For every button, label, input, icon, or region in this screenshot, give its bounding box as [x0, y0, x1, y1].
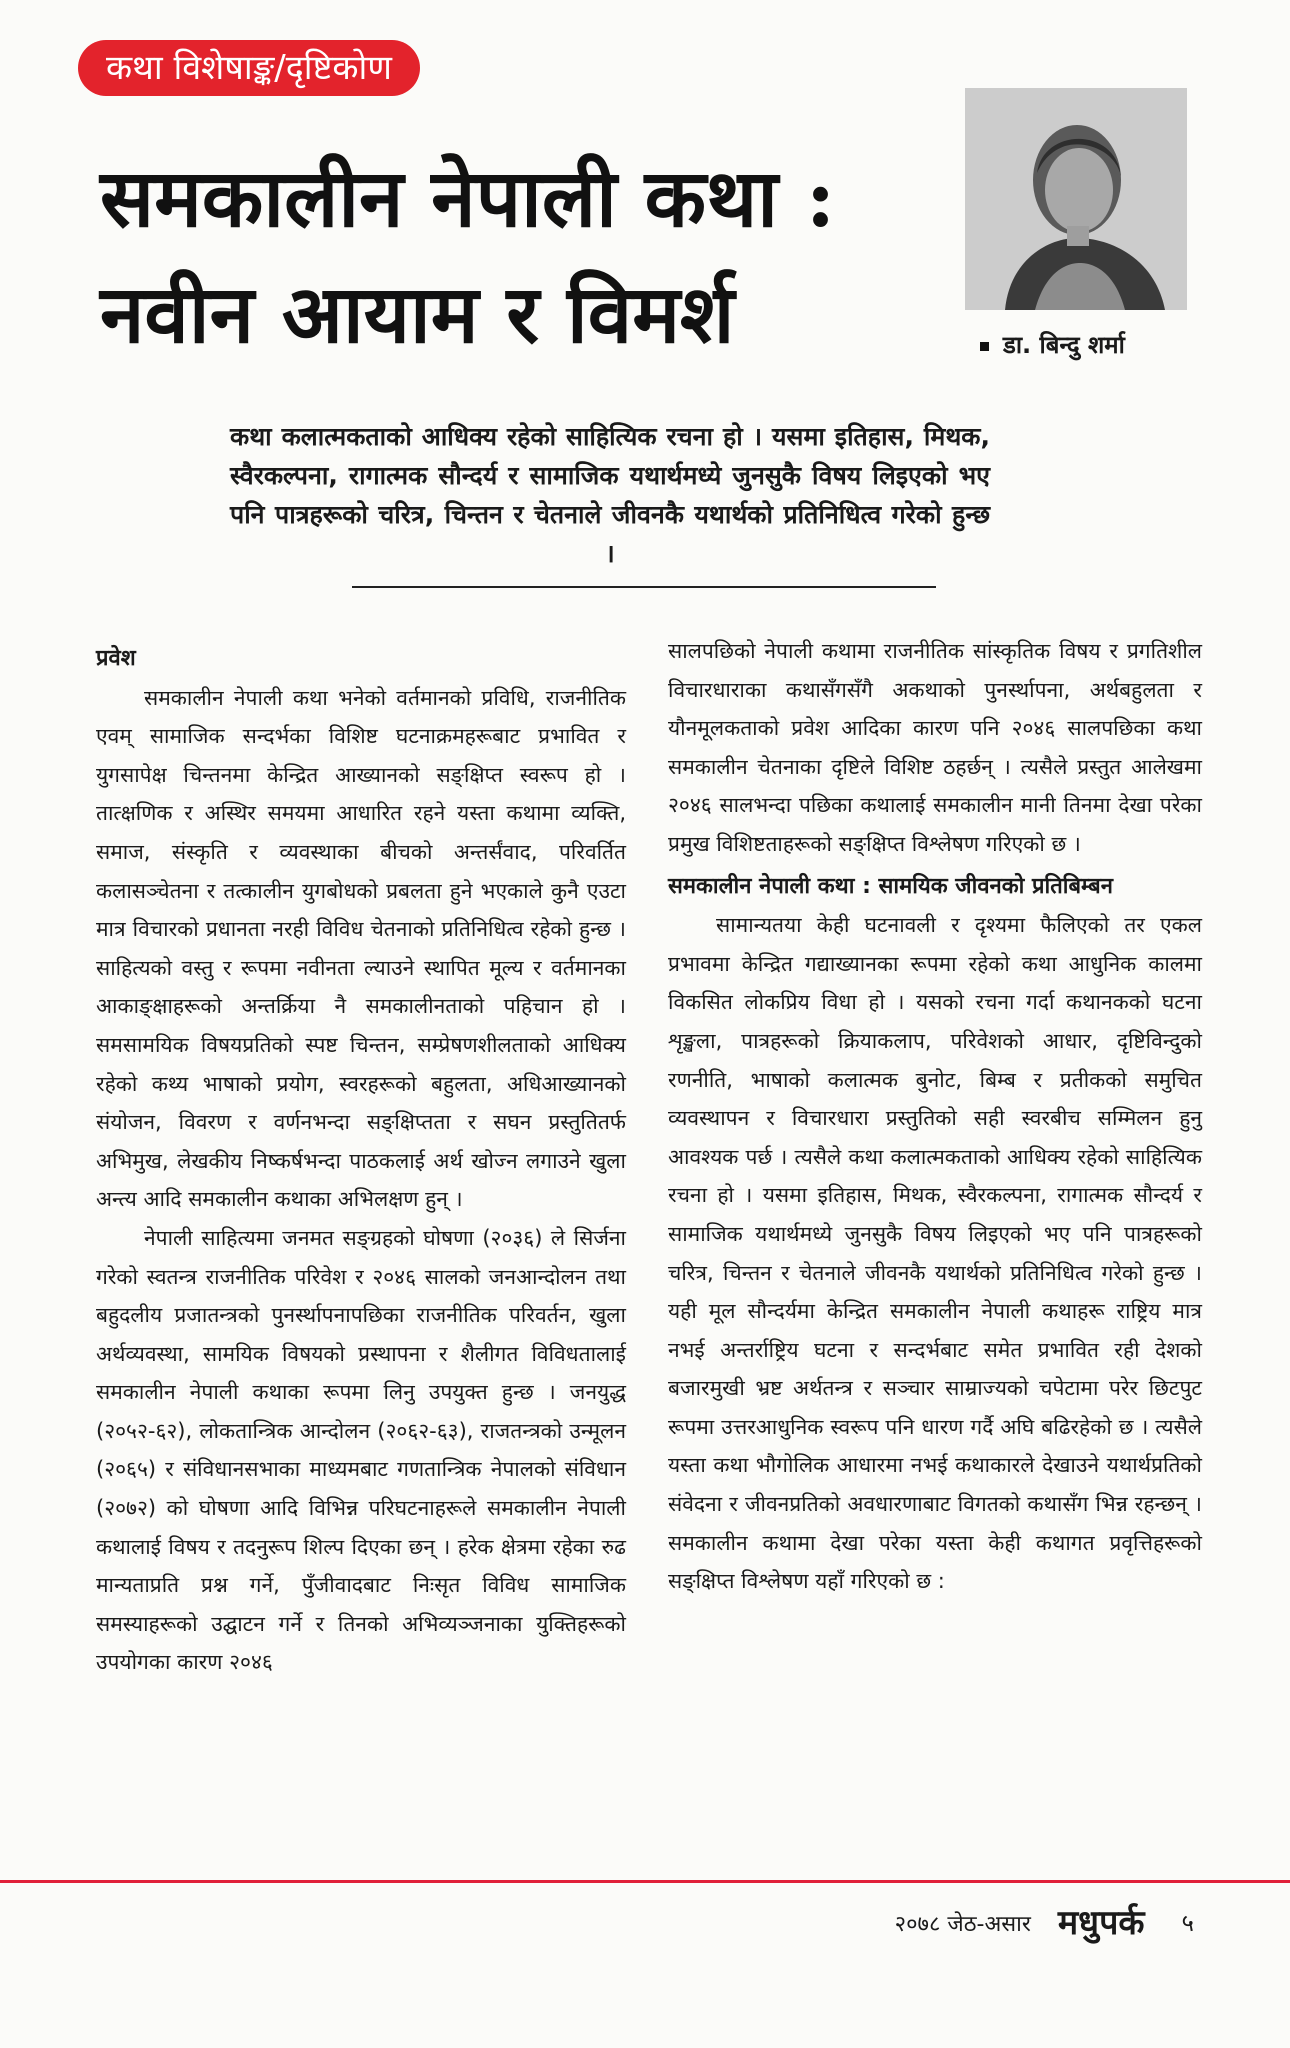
paragraph: समकालीन नेपाली कथा भनेको वर्तमानको प्रविधि, राजनीतिक एवम् सामाजिक सन्दर्भका विशिष्ट घटनाक्रमहरूबाट प्रभावित र युगसापेक्ष चिन्तनमा केन्द्रित आख्यानको सङ्क्षिप्त स्वरूप हो । तात्क्षणिक र अस्थिर समयमा आधारित रहने यस्ता कथामा व्यक्ति, समाज, संस्कृति र व्यवस्थाका बीचको अन्तर्संवाद, परिवर्तित कलासञ्चेतना र तत्कालीन युगबोधको प्रबलता हुने भएकाले कुनै एउटा मात्र विचारको प्रधानता नरही विविध चेतनाको प्रतिनिधित्व रहेको हुन्छ । साहित्यको वस्तु र रूपमा नवीनता ल्याउने स्थापित मूल्य र वर्तमानका आकाङ्क्षाहरूको अन्तर्क्रिया नै समकालीनताको पहिचान हो । समसामयिक विषयप्रतिको स्पष्ट चिन्तन, सम्प्रेषणशीलताको आधिक्य रहेको कथ्य भाषाको प्रयोग, स्वरहरूको बहुलता, अधिआख्यानको संयोजन, विवरण र वर्णनभन्दा सङ्क्षिप्तता र सघन प्रस्तुतितर्फ अभिमुख, लेखकीय निष्कर्षभन्दा पाठकलाई अर्थ खोज्न लगाउने खुला अन्त्य आदि समकालीन कथाका अभिलक्षण हुन् । — [96, 685, 626, 1212]
author-name: डा. बिन्दु शर्मा — [1003, 331, 1125, 359]
article-lead: कथा कलात्मकताको आधिक्य रहेको साहित्यिक रचना हो । यसमा इतिहास, मिथक, स्वैरकल्पना, रागात्मक सौन्दर्य र सामाजिक यथार्थमध्ये जुनसुकै विषय लिइएको भए पनि पात्रहरूको चरित्र, चिन्तन र चेतनाले जीवनकै यथार्थको प्रतिनिधित्व गरेको हुन्छ । — [230, 422, 990, 568]
author-portrait-image — [965, 88, 1187, 310]
column-left — [96, 640, 626, 1682]
lead-divider — [352, 586, 936, 588]
author-byline — [980, 328, 1125, 361]
page-number: ५ — [1181, 1909, 1194, 1937]
paragraph-continued: सालपछिको नेपाली कथामा राजनीतिक सांस्कृतिक विषय र प्रगतिशील विचारधाराका कथासँगसँगै अकथाको पुनर्स्थापना, अर्थबहुलता र यौनमूलकताको प्रवेश आदिका कारण पनि २०४६ सालपछिका कथा समकालीन चेतनाका दृष्टिले विशिष्ट ठहर्छन् । त्यसैले प्रस्तुत आलेखमा २०४६ सालभन्दा पछिका कथालाई समकालीन मानी तिनमा देखा परेका प्रमुख विशिष्टताहरूको सङ्क्षिप्त विश्लेषण गरिएको छ । — [668, 639, 1202, 856]
page-footer — [895, 1898, 1194, 1944]
issue-date: २०७८ जेठ-असार — [894, 1912, 1031, 1937]
paragraph: नेपाली साहित्यमा जनमत सङ्ग्रहको घोषणा (२०३६) ले सिर्जना गरेको स्वतन्त्र राजनीतिक परिवेश र २०४६ सालको जनआन्दोलन तथा बहुदलीय प्रजातन्त्रको पुनर्स्थापनापछिका राजनीतिक परिवर्तन, खुला अर्थव्यवस्था, सामयिक विषयको प्रस्थापना र शैलीगत विविधतालाई समकालीन नेपाली कथाका रूपमा लिनु उपयुक्त हुन्छ । जनयुद्ध (२०५२-६२), लोकतान्त्रिक आन्दोलन (२०६२-६३), राजतन्त्रको उन्मूलन (२०६५) र संविधानसभाका माध्यमबाट गणतान्त्रिक नेपालको संविधान (२०७२) को घोषणा आदि विभिन्न परिघटनाहरूले समकालीन नेपाली कथालाई विषय र तदनुरूप शिल्प दिएका छन् । हरेक क्षेत्रमा रहेका रुढ मान्यताप्रति प्रश्न गर्ने, पुँजीवादबाट निःसृत विविध सामाजिक समस्याहरूको उद्घाटन गर्ने र तिनको अभिव्यञ्जनाका युक्तिहरूको उपयोगका कारण २०४६ — [96, 1225, 626, 1675]
section-heading-reflection: समकालीन नेपाली कथा : सामयिक जीवनको प्रतिबिम्बन — [668, 873, 1113, 899]
bullet-square-icon — [980, 342, 989, 351]
section-heading-intro: प्रवेश — [96, 646, 136, 671]
article-title-line-1: समकालीन नेपाली कथा : — [100, 151, 836, 245]
column-right — [668, 632, 1202, 1601]
author-photo — [965, 88, 1187, 310]
magazine-name: मधुपर्क — [1057, 1903, 1145, 1943]
paragraph: सामान्यतया केही घटनावली र दृश्यमा फैलिएको तर एकल प्रभावमा केन्द्रित गद्याख्यानका रूपमा रहेको कथा आधुनिक कालमा विकसित लोकप्रिय विधा हो । यसको रचना गर्दा कथानकको घटना शृङ्खला, पात्रहरूको क्रियाकलाप, परिवेशको आधार, दृष्टिविन्दुको रणनीति, भाषाको कलात्मक बुनोट, बिम्ब र प्रतीकको समुचित व्यवस्थापन र विचारधारा प्रस्तुतिको सही स्वरबीच सम्मिलन हुनु आवश्यक पर्छ । त्यसैले कथा कलात्मकताको आधिक्य रहेको साहित्यिक रचना हो । यसमा इतिहास, मिथक, स्वैरकल्पना, रागात्मक सौन्दर्य र सामाजिक यथार्थमध्ये जुनसुकै विषय लिइएको भए पनि पात्रहरूको चरित्र, चिन्तन र चेतनाले जीवनकै यथार्थको प्रतिनिधित्व गरेको हुन्छ । यही मूल सौन्दर्यमा केन्द्रित समकालीन नेपाली कथाहरू राष्ट्रिय मात्र नभई अन्तर्राष्ट्रिय घटना र सन्दर्भबाट समेत प्रभावित रही देशको बजारमुखी भ्रष्ट अर्थतन्त्र र सञ्चार साम्राज्यको चपेटामा परेर छिटपुट रूपमा उत्तरआधुनिक स्वरूप पनि धारण गर्दै अघि बढिरहेको छ । त्यसैले यस्ता कथा भौगोलिक आधारमा नभई कथाकारले देखाउने यथार्थप्रतिको संवेदना र जीवनप्रतिको अवधारणाबाट विगतको कथासँग भिन्न रहन्छन् । समकालीन कथामा देखा परेका यस्ता केही कथागत प्रवृत्तिहरूको सङ्क्षिप्त विश्लेषण यहाँ गरिएको छ : — [668, 913, 1202, 1594]
category-tag: कथा विशेषाङ्क/दृष्टिकोण — [78, 40, 420, 96]
article-title — [100, 140, 900, 372]
footer-divider — [0, 1880, 1290, 1883]
article-title-line-2: नवीन आयाम र विमर्श — [100, 267, 735, 361]
